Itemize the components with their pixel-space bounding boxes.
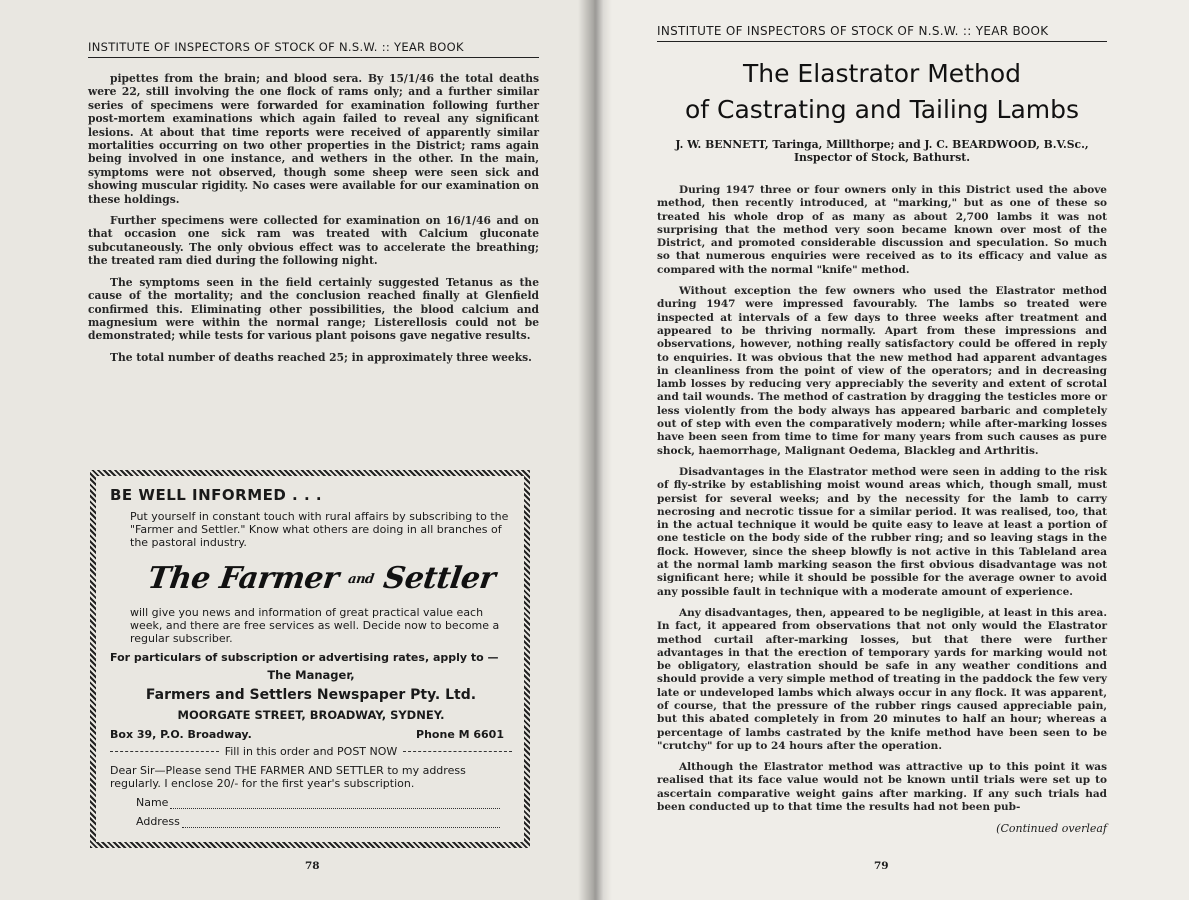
ad-phone: Phone M 6601 <box>416 728 504 741</box>
page-number-right: 79 <box>874 860 889 872</box>
right-paragraph: Any disadvantages, then, appeared to be negligible, at least in this area. In fact, it appeared from observations that not only would the Elastrator method curtail after-marking losses, but that there were further advantages in that the erection of temporary yards for marking would not be obligatory, elastration should be safe in any weather conditions and should provide a very simple method of treating in the paddock the few very late or undeveloped lambs which always occur in any flock. It was apparent, of course, that the pressure of the rubber rings caused appreciable pain, but this abated completely in from 20 minutes to half an hour; whereas a percentage of lambs castrated by the knife method have been seen to be "crutchy" for up to 24 hours after the operation. <box>657 606 1107 752</box>
book-gutter-shadow <box>578 0 612 900</box>
ad-intro: Put yourself in constant touch with rural affairs by subscribing to the "Farmer and Settler." Know what others are doing in all branches of the pastoral industry. <box>130 510 509 549</box>
running-head-left: INSTITUTE OF INSPECTORS OF STOCK OF N.S.W. :: YEAR BOOK <box>88 40 539 58</box>
right-paragraph: During 1947 three or four owners only in this District used the above method, then recently introduced, at "marking," but as one of these so treated his whole drop of as many as about 2,700 lambs it was not surprising that the method very soon became known over most of the District, and promoted considerable discussion and speculation. So much so that numerous enquiries were received as to its efficacy and value as compared with the normal "knife" method. <box>657 184 1107 276</box>
ad-manager: The Manager, <box>267 668 355 682</box>
ad-box: Box 39, P.O. Broadway. <box>110 728 252 741</box>
ad-letter: Dear Sir—Please send THE FARMER AND SETTLER to my address regularly. I enclose 20/- for the first year's subscription. <box>110 764 466 790</box>
name-line[interactable] <box>170 797 500 809</box>
left-body-text <box>88 72 539 364</box>
ad-contact-row <box>110 728 512 741</box>
farmer-and-settler-logo <box>145 559 515 600</box>
continued-overleaf: (Continued overleaf <box>996 822 1107 836</box>
left-paragraph: Further specimens were collected for examination on 16/1/46 and on that occasion one sick ram was treated with Calcium gluconate subcutaneously. The only obvious effect was to accelerate the breathing; the treated ram died during the following night. <box>88 214 539 268</box>
authors-line-1: J. W. BENNETT, Taringa, Millthorpe; and J. C. BEARDWOOD, B.V.Sc., <box>675 138 1089 151</box>
ad-order-prompt: Fill in this order and POST NOW <box>224 745 398 758</box>
name-label: Name <box>136 796 169 809</box>
logo-part-1: The Farmer <box>145 561 341 596</box>
left-paragraph: The symptoms seen in the field certainly suggested Tetanus as the cause of the mortality; and the conclusion reached finally at Glenfield confirmed this. Eliminating other possibilities, the blood calcium and magnesium were within the normal range; Listerellosis could not be demonstrated; while tests for various plant poisons gave negative results. <box>88 275 539 343</box>
title-line-1: The Elastrator Method <box>742 59 1021 88</box>
right-paragraph: Without exception the few owners who used the Elastrator method during 1947 were impressed favourably. The lambs so treated were inspected at intervals of a few days to three weeks after treatment and appeared to be thriving normally. Apart from these impressions and observations, however, nothing really satisfactory could be offered in reply to enquiries. It was obvious that the new method had apparent advantages in cleanliness from the point of view of the operators; and in decreasing lamb losses by reducing very appreciably the severity and extent of scrotal and tail wounds. The method of castration by dragging the testicles more or less violently from the body always has appeared barbaric and completely out of step with even the comparatively modern; while after-marking losses have been seen from time to time for many years from such causes as pure shock, haemorrhage, Malignant Oedema, Blackleg and Arthritis. <box>657 285 1107 457</box>
address-line[interactable] <box>182 816 500 828</box>
running-head-right: INSTITUTE OF INSPECTORS OF STOCK OF N.S.W. :: YEAR BOOK <box>657 24 1107 42</box>
logo-and: and <box>347 572 375 587</box>
article-authors <box>657 138 1107 164</box>
right-body-text <box>657 184 1107 814</box>
dash-line <box>403 751 512 752</box>
ad-order-line <box>110 745 512 758</box>
ad-street: MOORGATE STREET, BROADWAY, SYDNEY. <box>177 708 445 722</box>
right-paragraph: Disadvantages in the Elastrator method were seen in adding to the risk of fly-strike by establishing moist wound areas which, though small, must persist for several weeks; and by the necessity for the lamb to carry necrosing and necrotic tissue for a similar period. It was realised, too, that in the actual technique it would be quite easy to leave at least a portion of one testicle on the body side of the rubber ring; and so leaving stags in the flock. However, since the sheep blowfly is not active in this Tableland area at the normal lamb marking season the first obvious disadvantage was not significant here; while it should be possible for the average owner to avoid any possible fault in technique with a moderate amount of experience. <box>657 465 1107 598</box>
authors-line-2: Inspector of Stock, Bathurst. <box>793 151 971 164</box>
name-field[interactable] <box>136 796 512 809</box>
address-field[interactable] <box>136 815 512 828</box>
left-paragraph: The total number of deaths reached 25; in approximately three weeks. <box>110 350 532 364</box>
ad-benefits: will give you news and information of great practical value each week, and there are free services as well. Decide now to become a regular subscriber. <box>130 606 500 645</box>
address-label: Address <box>136 815 180 828</box>
page-number-left: 78 <box>305 860 320 872</box>
ad-company: Farmers and Settlers Newspaper Pty. Ltd. <box>145 687 477 703</box>
ad-heading: BE WELL INFORMED . . . <box>110 486 323 504</box>
dash-line <box>110 751 219 752</box>
title-line-2: of Castrating and Tailing Lambs <box>684 95 1080 124</box>
left-paragraph: pipettes from the brain; and blood sera. By 15/1/46 the total deaths were 22, still involving the one flock of rams only; and a further similar series of specimens were forwarded for examination following further post-mortem examinations which again failed to reveal any significant lesions. At about that time reports were received of apparently similar mortalities occurring on two other properties in the District; rams again being involved in one instance, and wethers in the other. In the main, symptoms were not observed, though some sheep were seen sick and showing muscular rigidity. No cases were available for our examination on these holdings. <box>88 72 539 206</box>
subscription-advertisement <box>90 470 530 848</box>
ad-apply: For particulars of subscription or advertising rates, apply to — <box>110 651 499 664</box>
right-paragraph: Although the Elastrator method was attractive up to this point it was realised that its face value would not be known until trials were set up to ascertain comparative weight gains after marking. If any such trials had been conducted up to that time the results had not been pub- <box>657 761 1107 814</box>
right-page <box>595 0 1189 900</box>
logo-part-2: Settler <box>381 561 498 596</box>
article-title <box>657 56 1107 128</box>
